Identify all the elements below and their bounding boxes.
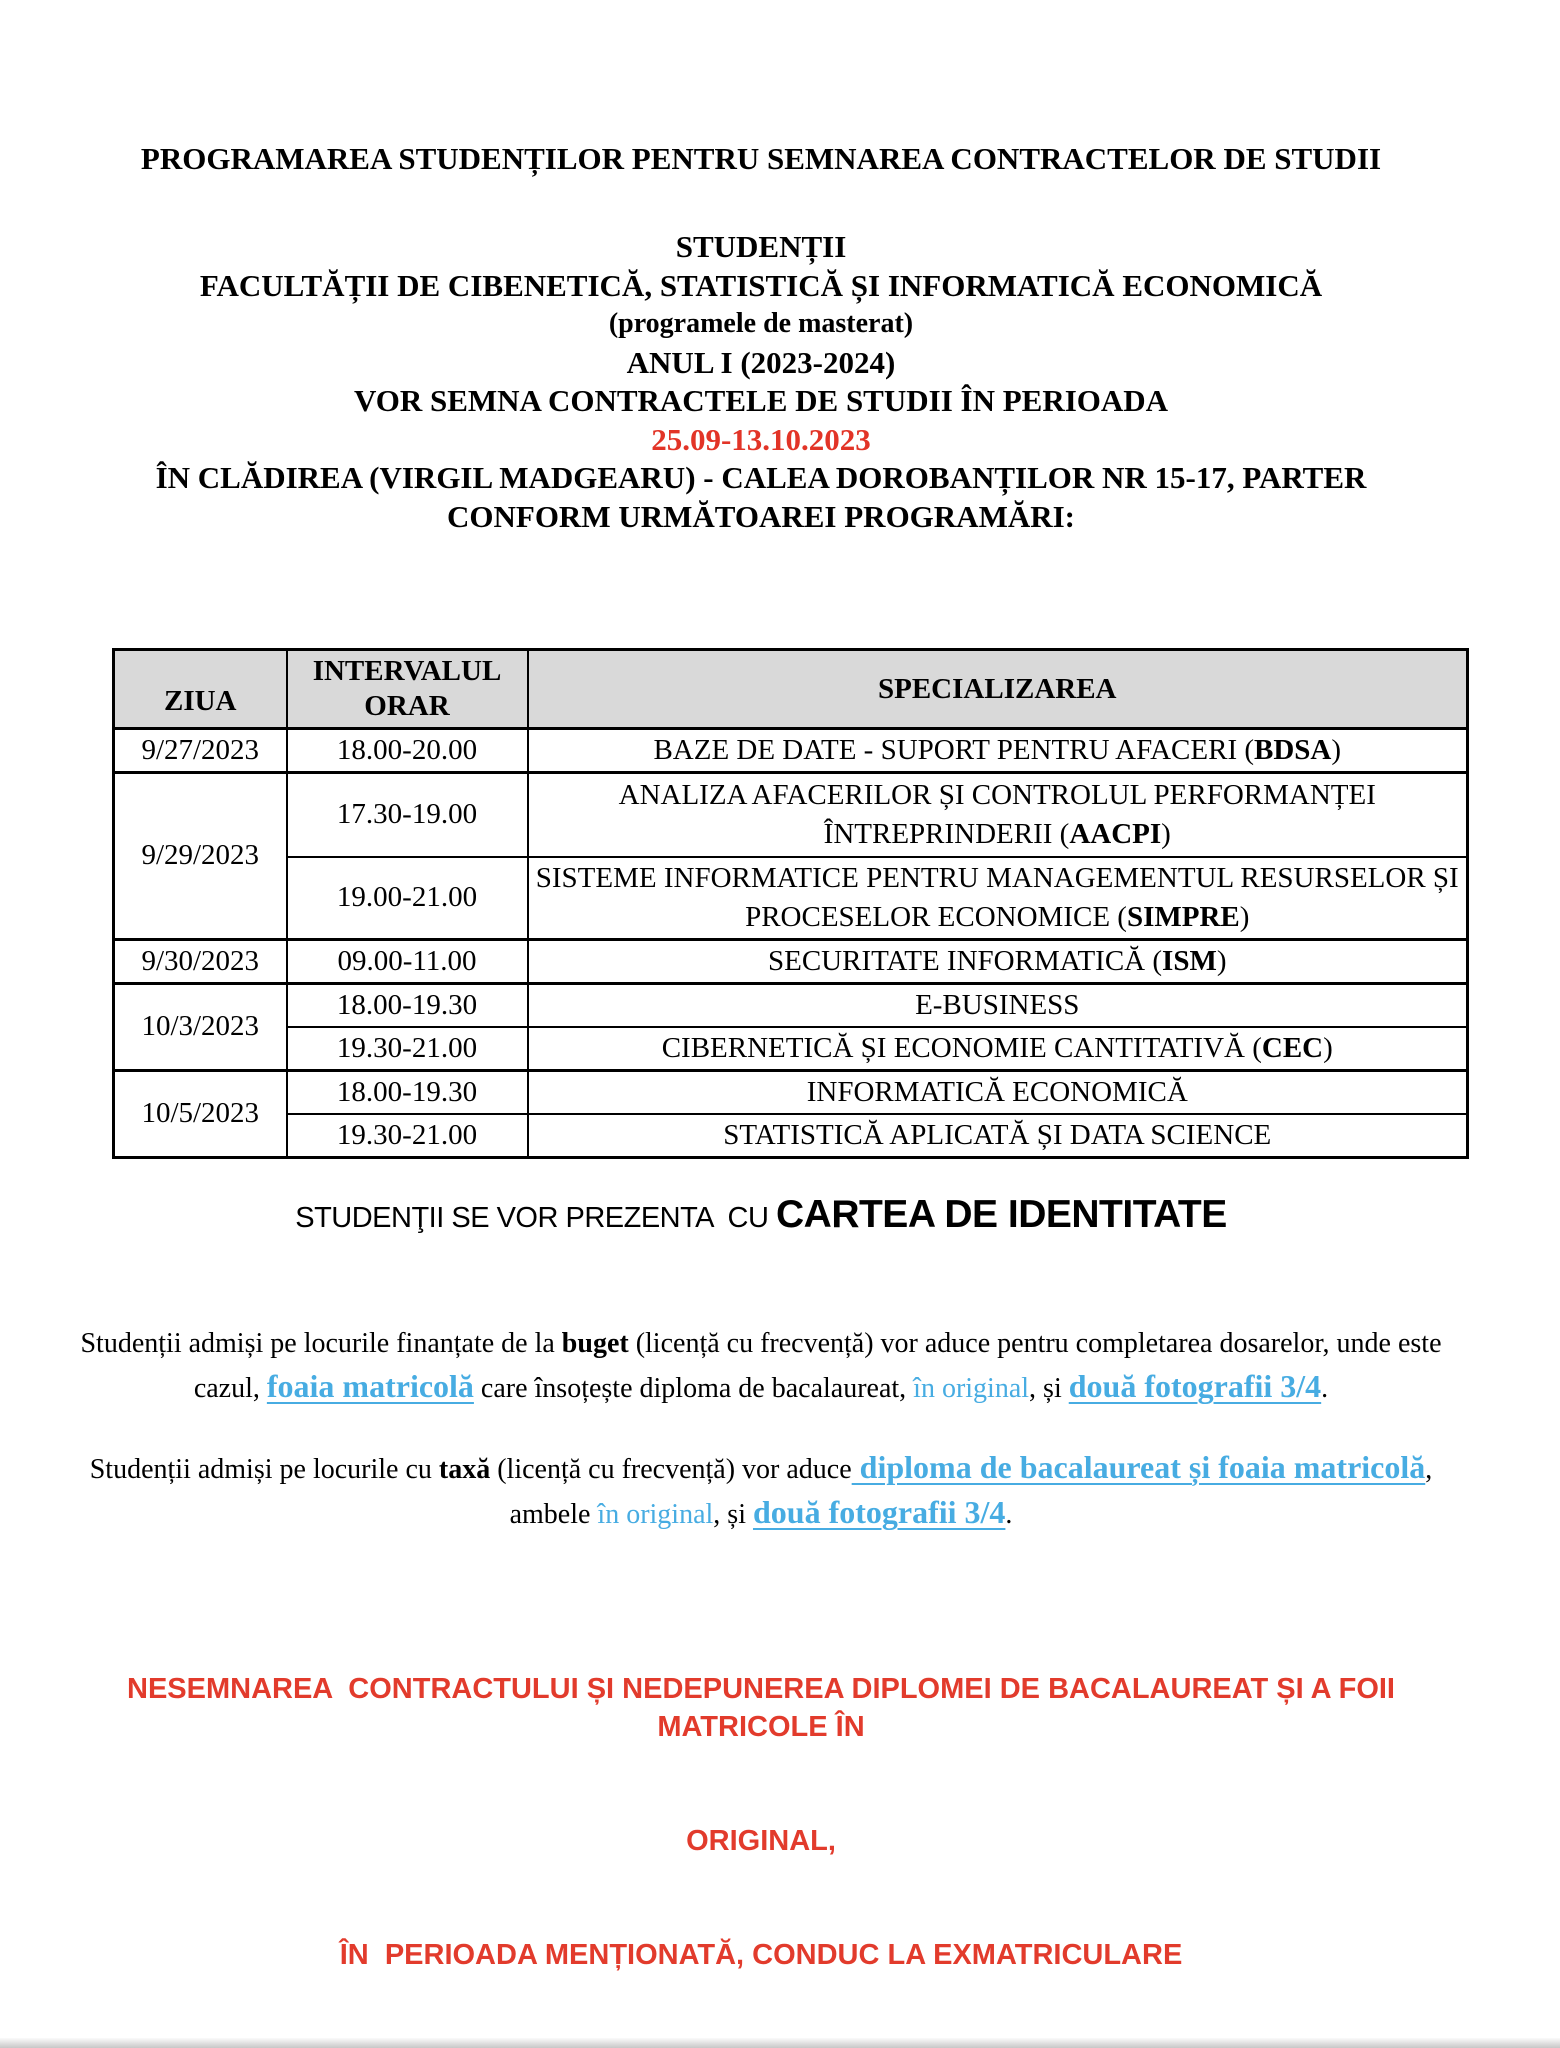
subtitle-students: STUDENȚII bbox=[675, 229, 847, 264]
schedule-header-row bbox=[114, 650, 1468, 729]
doua-fotografii-link[interactable]: două fotografii 3/4 bbox=[1068, 1368, 1322, 1404]
interval-cell: 19.30-21.00 bbox=[287, 1027, 528, 1071]
tax-text: Studenții admiși pe locurile cu bbox=[89, 1454, 439, 1485]
specialization-cell bbox=[528, 729, 1468, 773]
budget-text: Studenții admiși pe locurile finanțate de la bbox=[80, 1328, 562, 1359]
day-cell: 9/29/2023 bbox=[114, 773, 287, 940]
specialization-acronym: ISM bbox=[1162, 944, 1217, 977]
page-edge-shadow bbox=[0, 2038, 1560, 2048]
subtitle-year: ANUL I (2023-2024) bbox=[626, 344, 896, 380]
day-cell: 9/27/2023 bbox=[114, 729, 287, 773]
specialization-text-end: ) bbox=[1323, 1031, 1333, 1064]
specialization-cell bbox=[528, 983, 1468, 1027]
column-header-ziua: ZIUA bbox=[114, 650, 287, 729]
interval-cell: 19.30-21.00 bbox=[287, 1114, 528, 1158]
tax-text-end: . bbox=[1005, 1499, 1013, 1530]
specialization-acronym: SIMPRE bbox=[1126, 900, 1240, 933]
specialization-cell bbox=[528, 1114, 1468, 1158]
budget-text: care însoțește diploma de bacalaureat, bbox=[473, 1373, 914, 1404]
exmatriculation-warning bbox=[62, 1594, 1460, 2048]
identity-notice-prefix: STUDENŢII SE VOR PREZENTA CU bbox=[295, 1202, 776, 1234]
specialization-cell bbox=[528, 773, 1468, 857]
table-row bbox=[114, 939, 1468, 983]
interval-cell: 18.00-20.00 bbox=[287, 729, 528, 773]
specialization-text: BAZE DE DATE - SUPORT PENTRU AFACERI ( bbox=[653, 734, 1255, 766]
subtitle-block bbox=[62, 228, 1460, 536]
specialization-text: SECURITATE INFORMATICĂ ( bbox=[768, 944, 1163, 977]
signing-period: 25.09-13.10.2023 bbox=[651, 421, 871, 457]
budget-text: (licență cu frecvență) vor aduce pentru completarea dosarelor, unde este cazul, bbox=[193, 1328, 1442, 1404]
column-header-specializarea: SPECIALIZAREA bbox=[528, 650, 1468, 729]
interval-cell: 17.30-19.00 bbox=[287, 773, 528, 857]
table-row bbox=[114, 1114, 1468, 1158]
budget-text-end: . bbox=[1321, 1373, 1329, 1404]
conform-line: CONFORM URMĂTOAREI PROGRAMĂRI: bbox=[447, 498, 1075, 534]
specialization-acronym: AACPI bbox=[1069, 817, 1162, 850]
identity-notice-emphasis: CARTEA DE IDENTITATE bbox=[775, 1193, 1227, 1236]
tax-keyword: taxă bbox=[438, 1454, 491, 1485]
budget-text: , și bbox=[1029, 1373, 1069, 1404]
specialization-text-end: ) bbox=[1239, 900, 1250, 933]
specialization-acronym: CEC bbox=[1261, 1031, 1324, 1064]
interval-cell: 18.00-19.30 bbox=[287, 1070, 528, 1114]
document-content bbox=[62, 0, 1460, 2048]
diploma-foaia-link[interactable]: diploma de bacalaureat și foaia matricolă bbox=[851, 1449, 1426, 1485]
day-cell: 10/5/2023 bbox=[114, 1070, 287, 1158]
specialization-text: CIBERNETICĂ ȘI ECONOMIE CANTITATIVĂ ( bbox=[661, 1031, 1262, 1064]
table-row bbox=[114, 857, 1468, 940]
table-row bbox=[114, 1027, 1468, 1071]
budget-paragraph bbox=[62, 1323, 1460, 1410]
specialization-text: SISTEME INFORMATICE PENTRU MANAGEMENTUL RESURSELOR ȘI PROCESELOR ECONOMICE ( bbox=[535, 861, 1459, 933]
specialization-cell bbox=[528, 1027, 1468, 1071]
identity-notice bbox=[62, 1193, 1460, 1237]
warning-line: NESEMNAREA CONTRACTULUI ȘI NEDEPUNEREA DIPLOMEI DE BACALAUREAT ȘI A FOII MATRICOLE ÎN bbox=[127, 1673, 1404, 1743]
specialization-acronym: BDSA bbox=[1254, 734, 1332, 766]
location-line: ÎN CLĂDIREA (VIRGIL MADGEARU) - CALEA DOROBANȚILOR NR 15-17, PARTER bbox=[155, 460, 1367, 495]
tax-text: (licență cu frecvență) vor aduce bbox=[490, 1454, 852, 1485]
column-header-intervalul-orar: INTERVALUL ORAR bbox=[287, 650, 528, 729]
tax-text: , și bbox=[713, 1499, 753, 1530]
subtitle-faculty: FACULTĂȚII DE CIBENETICĂ, STATISTICĂ ȘI INFORMATICĂ ECONOMICĂ bbox=[199, 267, 1323, 303]
specialization-text: ANALIZA AFACERILOR ȘI CONTROLUL PERFORMANȚEI ÎNTREPRINDERII ( bbox=[618, 778, 1376, 850]
specialization-cell bbox=[528, 1070, 1468, 1114]
warning-line: ORIGINAL, bbox=[686, 1825, 836, 1857]
table-row bbox=[114, 983, 1468, 1027]
page-title: PROGRAMAREA STUDENȚILOR PENTRU SEMNAREA CONTRACTELOR DE STUDII bbox=[140, 141, 1382, 176]
tax-text: , ambele bbox=[509, 1454, 1433, 1530]
specialization-text: STATISTICĂ APLICATĂ ȘI DATA SCIENCE bbox=[723, 1118, 1272, 1151]
tax-paragraph bbox=[62, 1446, 1460, 1536]
specialization-text: E-BUSINESS bbox=[915, 988, 1080, 1021]
table-row bbox=[114, 729, 1468, 773]
specialization-text-end: ) bbox=[1216, 944, 1227, 977]
schedule-table bbox=[112, 648, 1469, 1159]
specialization-cell bbox=[528, 939, 1468, 983]
table-row bbox=[114, 773, 1468, 857]
specialization-text-end: ) bbox=[1331, 734, 1342, 766]
subtitle-programs: (programele de masterat) bbox=[608, 308, 914, 339]
budget-keyword: buget bbox=[561, 1328, 629, 1359]
warning-line: ÎN PERIOADA MENȚIONATĂ, CONDUC LA EXMATRICULARE bbox=[339, 1939, 1183, 1971]
specialization-text: INFORMATICĂ ECONOMICĂ bbox=[806, 1075, 1188, 1108]
interval-cell: 19.00-21.00 bbox=[287, 857, 528, 940]
doua-fotografii-link[interactable]: două fotografii 3/4 bbox=[752, 1494, 1006, 1530]
in-original-highlight: în original bbox=[597, 1499, 714, 1530]
foaia-matricola-link[interactable]: foaia matricolă bbox=[266, 1368, 474, 1404]
specialization-text-end: ) bbox=[1161, 817, 1171, 850]
interval-cell: 18.00-19.30 bbox=[287, 983, 528, 1027]
table-row bbox=[114, 1070, 1468, 1114]
day-cell: 10/3/2023 bbox=[114, 983, 287, 1070]
in-original-highlight: în original bbox=[913, 1373, 1030, 1404]
day-cell: 9/30/2023 bbox=[114, 939, 287, 983]
specialization-cell bbox=[528, 857, 1468, 940]
subtitle-sign-period-intro: VOR SEMNA CONTRACTELE DE STUDII ÎN PERIOADA bbox=[353, 383, 1169, 418]
interval-cell: 09.00-11.00 bbox=[287, 939, 528, 983]
